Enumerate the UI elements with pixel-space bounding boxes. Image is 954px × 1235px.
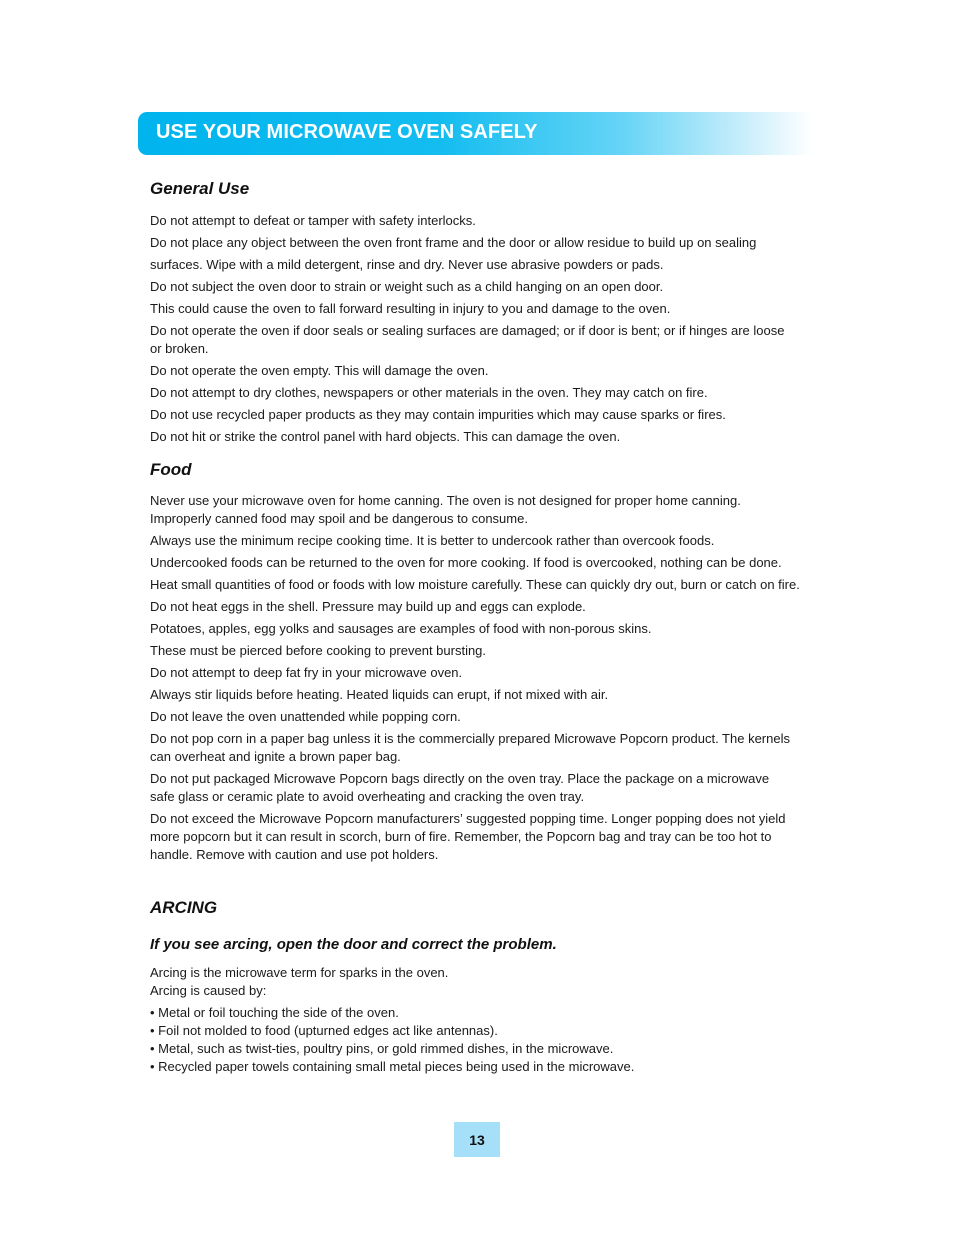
paragraph-line: safe glass or ceramic plate to avoid overheating and cracking the oven tray. — [150, 789, 585, 804]
paragraph — [150, 384, 815, 402]
paragraph — [150, 642, 815, 660]
paragraph-line: Do not attempt to dry clothes, newspapers or other materials in the oven. They may catch on fire. — [150, 385, 708, 400]
paragraph-line: Always stir liquids before heating. Heated liquids can erupt, if not mixed with air. — [150, 687, 609, 702]
food-list — [150, 492, 815, 864]
paragraph — [150, 278, 815, 296]
general-use-list — [150, 212, 815, 446]
page-title: USE YOUR MICROWAVE OVEN SAFELY — [156, 121, 538, 143]
paragraph-line: Do not place any object between the oven front frame and the door or allow residue to build up on sealing — [150, 235, 757, 250]
paragraph-line: Do not operate the oven empty. This will damage the oven. — [150, 363, 489, 378]
list-item: • Metal, such as twist-ties, poultry pins, or gold rimmed dishes, in the microwave. — [150, 1041, 614, 1056]
paragraph-line: Heat small quantities of food or foods with low moisture carefully. These can quickly dry out, burn or catch on fire. — [150, 577, 800, 592]
list-item: • Metal or foil touching the side of the oven. — [150, 1005, 399, 1020]
list-item: • Foil not molded to food (upturned edges act like antennas). — [150, 1023, 498, 1038]
paragraph-line: Do not operate the oven if door seals or sealing surfaces are damaged; or if door is bent; or if hinges are loose — [150, 323, 785, 338]
paragraph — [150, 620, 815, 638]
paragraph — [150, 212, 815, 230]
paragraph-line: Do not put packaged Microwave Popcorn bags directly on the oven tray. Place the package on a microwave — [150, 771, 770, 786]
paragraph — [150, 532, 815, 550]
paragraph — [150, 300, 815, 318]
paragraph — [150, 576, 815, 594]
paragraph-line: Do not subject the oven door to strain or weight such as a child hanging on an open door. — [150, 279, 664, 294]
paragraph-line: These must be pierced before cooking to prevent bursting. — [150, 643, 487, 658]
arcing-subheading: If you see arcing, open the door and correct the problem. — [150, 936, 557, 953]
paragraph — [150, 362, 815, 380]
paragraph-line: surfaces. Wipe with a mild detergent, rinse and dry. Never use abrasive powders or pads. — [150, 257, 664, 272]
content-area — [150, 179, 815, 1076]
paragraph-line: Do not leave the oven unattended while popping corn. — [150, 709, 461, 724]
paragraph — [150, 708, 815, 726]
paragraph — [150, 770, 815, 806]
paragraph — [150, 492, 815, 528]
paragraph — [150, 664, 815, 682]
paragraph — [150, 554, 815, 572]
paragraph-line: Always use the minimum recipe cooking time. It is better to undercook rather than overcook foods. — [150, 533, 715, 548]
paragraph-line: more popcorn but it can result in scorch, burn of fire. Remember, the Popcorn bag and tray can be too hot to — [150, 829, 772, 844]
section-banner — [138, 112, 812, 155]
paragraph-line: Undercooked foods can be returned to the oven for more cooking. If food is overcooked, nothing can be done. — [150, 555, 782, 570]
paragraph-line: handle. Remove with caution and use pot holders. — [150, 847, 439, 862]
arcing-causes-list — [150, 1004, 815, 1076]
paragraph-line: or broken. — [150, 341, 209, 356]
paragraph — [150, 730, 815, 766]
paragraph-line: Do not attempt to deep fat fry in your microwave oven. — [150, 665, 463, 680]
paragraph-line: This could cause the oven to fall forward resulting in injury to you and damage to the oven. — [150, 301, 671, 316]
paragraph-line: Do not heat eggs in the shell. Pressure may build up and eggs can explode. — [150, 599, 586, 614]
arcing-intro-line: Arcing is caused by: — [150, 983, 267, 998]
paragraph-line: Potatoes, apples, egg yolks and sausages are examples of food with non-porous skins. — [150, 621, 652, 636]
food-heading: Food — [150, 460, 192, 479]
paragraph-line: can overheat and ignite a brown paper bag. — [150, 749, 401, 764]
paragraph-line: Do not exceed the Microwave Popcorn manufacturers’ suggested popping time. Longer popping does not yield — [150, 811, 786, 826]
page-number: 13 — [454, 1122, 500, 1157]
paragraph-line: Never use your microwave oven for home canning. The oven is not designed for proper home canning. — [150, 493, 741, 508]
paragraph — [150, 428, 815, 446]
paragraph — [150, 810, 815, 864]
list-item: • Recycled paper towels containing small metal pieces being used in the microwave. — [150, 1059, 635, 1074]
paragraph — [150, 322, 815, 358]
paragraph-line: Improperly canned food may spoil and be dangerous to consume. — [150, 511, 528, 526]
paragraph — [150, 686, 815, 704]
arcing-intro — [150, 964, 815, 1000]
arcing-heading: ARCING — [150, 898, 218, 917]
paragraph-line: Do not attempt to defeat or tamper with safety interlocks. — [150, 213, 476, 228]
general-use-heading: General Use — [150, 179, 250, 198]
paragraph — [150, 256, 815, 274]
paragraph-line: Do not pop corn in a paper bag unless it is the commercially prepared Microwave Popcorn product. The kernels — [150, 731, 790, 746]
paragraph — [150, 234, 815, 252]
paragraph — [150, 598, 815, 616]
paragraph — [150, 406, 815, 424]
paragraph-line: Do not use recycled paper products as they may contain impurities which may cause sparks or fires. — [150, 407, 726, 422]
arcing-intro-line: Arcing is the microwave term for sparks in the oven. — [150, 965, 449, 980]
paragraph-line: Do not hit or strike the control panel with hard objects. This can damage the oven. — [150, 429, 621, 444]
